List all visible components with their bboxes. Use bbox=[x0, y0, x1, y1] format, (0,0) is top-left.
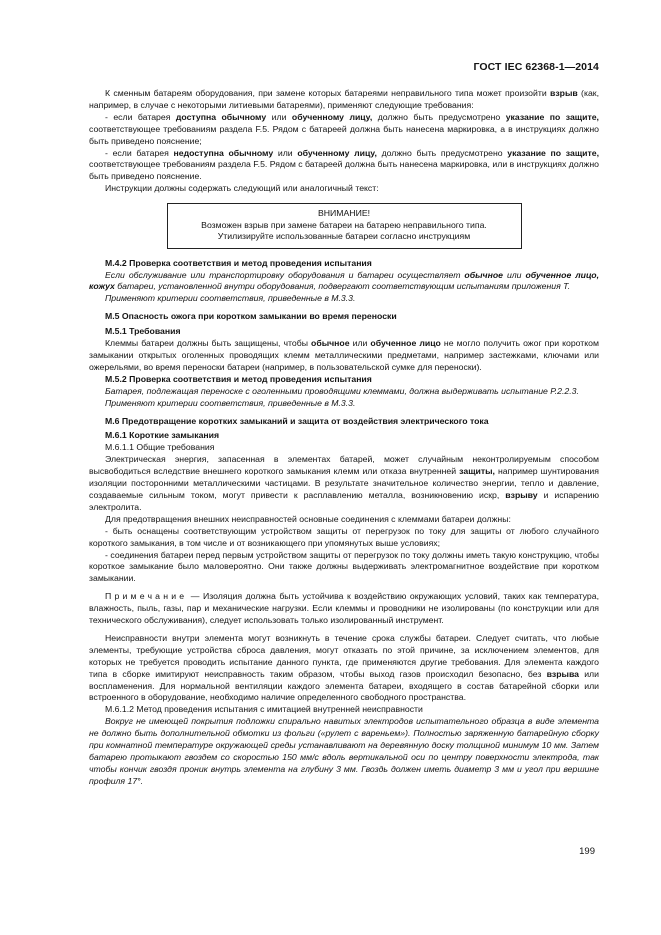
text-run: Электрическая энергия, запасенная в элементах батарей, может случайным неконтролируемым способом высвободиться вследствие внешнего короткого замыкания клемм или отказа внутренней bbox=[89, 454, 599, 477]
text-run: К сменным батареям оборудования, при замене которых батареями неправильного типа может произойти bbox=[105, 88, 550, 98]
subsection-heading: М.5.1 Требования bbox=[105, 326, 181, 337]
subsection-heading: М.6.1.1 Общие требования bbox=[105, 442, 215, 453]
paragraph: Для предотвращения внешних неисправностей основные соединения с клеммами батареи должны: bbox=[105, 513, 511, 524]
bold-term: защиты, bbox=[459, 466, 495, 477]
list-item bbox=[89, 148, 599, 184]
bold-term: указание по защите, bbox=[507, 147, 599, 158]
bold-term: обученному лицу, bbox=[291, 111, 373, 122]
document-header: ГОСТ IEC 62368-1—2014 bbox=[473, 61, 599, 73]
bold-term: доступна обычному bbox=[175, 111, 267, 122]
text-run: соответствующее требованиям раздела F.5. Рядом с батареей должна быть нанесена маркировка, или в инструкциях должно быть приведено пояснение. bbox=[89, 159, 599, 182]
text-run: не могло получить ожог при коротком замыкании открытых оголенных проводящих клемм металлическими предметами, например застежками, ключами или ожерельями, во время переноски батареи (например, в пользовательской сумке для переноски). bbox=[89, 338, 599, 372]
text-run: батареи, установленной внутри оборудования, подвергают соответствующим испытаниям приложения Т. bbox=[114, 281, 571, 292]
note-label: Примечание bbox=[105, 591, 188, 602]
text-run: - если батарея bbox=[105, 111, 176, 122]
paragraph bbox=[89, 454, 599, 514]
text-run: должно быть предусмотрено bbox=[376, 147, 508, 158]
text-run: или bbox=[273, 147, 298, 158]
text-run: например шунтирования изоляции посторонними металлическими частицами. В результате значительное количество энергии, тепло и давление, создаваемые сильным током, могут привести к расплавлению металла, возникновению искр, bbox=[89, 466, 599, 500]
text-run: Если обслуживание или транспортировку оборудования и батареи осуществляет bbox=[105, 269, 465, 280]
page-content bbox=[89, 88, 599, 788]
paragraph bbox=[89, 270, 599, 294]
bold-term: обученное лицо, кожух bbox=[89, 269, 599, 292]
bold-term: взрыв bbox=[550, 88, 578, 98]
paragraph: Вокруг не имеющей покрытия подложки спирально навитых электродов испытательного образца в виде элемента не должно быть дополнительной обмотки из фольги («рулет с вареньем»). Полностью заряженную батарейную сборку при комнатной температуре окружающей среды устанавливают на деревянную доску толщиной минимум 10 мм. Затем батарею протыкают гвоздем со скоростью 150 мм/с вдоль вертикальной оси по центру поверхности электрода, так чтобы кончик гвоздя проник внутрь элемента на глубину 3 мм. Гвоздь должен иметь диаметр 3 мм и угол при вершине профиля 17°. bbox=[89, 716, 599, 786]
warning-line: Утилизируйте использованные батареи согласно инструкциям bbox=[217, 231, 471, 242]
text-run: или bbox=[266, 111, 292, 122]
bold-term: обычное bbox=[311, 338, 350, 349]
text-run: или bbox=[502, 269, 526, 280]
paragraph bbox=[89, 88, 599, 112]
text-run: должно быть предусмотрено bbox=[372, 111, 506, 122]
paragraph bbox=[89, 338, 599, 374]
text-run: - если батарея bbox=[105, 147, 174, 158]
paragraph: Применяют критерии соответствия, приведенные в М.3.3. bbox=[105, 397, 356, 408]
section-heading: М.5 Опасность ожога при коротком замыкании во время переноски bbox=[105, 311, 397, 322]
bold-term: взрыву bbox=[505, 489, 538, 500]
text-run: или bbox=[349, 338, 371, 349]
note-text: — Изоляция должна быть устойчива к воздействию окружающих условий, таких как температура, влажность, пыль, газы, пар и механические нагрузки. Если клеммы и проводники не изолированы (по конструкции или для технического обслуживания), следует использовать только изолированный инструмент. bbox=[89, 591, 599, 626]
warning-box bbox=[167, 203, 522, 249]
text-run: Неисправности внутри элемента могут возникнуть в течение срока службы батареи. Следует считать, что любые элементы, требующие устройства сброса давления, могут отказать по этой причине, за исключением элементов, для которых не требуется проводить испытание данного пункта, где применяются другие требования. Для элемента каждого типа в сборке имитируют неисправность таким образом, чтобы выход газов происходил безопасно, без bbox=[89, 632, 599, 679]
text-run: (как, например, в случае с некоторыми литиевыми батареями), применяют следующие требования: bbox=[89, 88, 599, 110]
text-run: Клеммы батареи должны быть защищены, чтобы bbox=[105, 338, 312, 349]
paragraph bbox=[89, 633, 599, 704]
bold-term: указание по защите, bbox=[505, 111, 599, 122]
subsection-heading: М.6.1 Короткие замыкания bbox=[105, 430, 220, 441]
list-item bbox=[89, 112, 599, 148]
text-run: и испарению электролита. bbox=[89, 489, 599, 512]
text-run: или воспламенения. Для нормальной вентиляции каждого элемента батареи, входящего в состав батарейной сборки или встроенного в оборудование, необходимо наличие определенного свободного пространства. bbox=[89, 668, 599, 703]
paragraph: Инструкции должны содержать следующий или аналогичный текст: bbox=[105, 183, 379, 194]
section-heading: М.6 Предотвращение коротких замыканий и защита от воздействия электрического тока bbox=[105, 415, 489, 426]
note bbox=[89, 591, 599, 627]
section-heading: М.4.2 Проверка соответствия и метод проведения испытания bbox=[105, 257, 372, 268]
bold-term: обученному лицу, bbox=[297, 147, 377, 158]
paragraph: Батарея, подлежащая переноске с оголенными проводящими клеммами, должна выдерживать испытание Р.2.2.3. bbox=[105, 385, 579, 396]
warning-title: ВНИМАНИЕ! bbox=[317, 208, 371, 219]
paragraph: Применяют критерии соответствия, приведенные в М.3.3. bbox=[105, 293, 356, 304]
list-item: - быть оснащены соответствующим устройством защиты от перегрузок по току для защиты от любого случайного короткого замыкания, в том числе и от возникающего при упомянутых выше условиях; bbox=[89, 525, 599, 548]
page-number: 199 bbox=[579, 846, 595, 857]
bold-term: недоступна обычному bbox=[173, 147, 274, 158]
bold-term: обычное bbox=[464, 269, 503, 280]
text-run: соответствующее требованиям раздела F.5. Рядом с батареей должна быть нанесена маркировка, а в инструкциях должно быть приведено пояснение; bbox=[89, 123, 599, 146]
subsection-heading: М.6.1.2 Метод проведения испытания с имитацией внутренней неисправности bbox=[105, 704, 423, 715]
bold-term: взрыва bbox=[546, 668, 580, 679]
bold-term: обученное лицо bbox=[370, 338, 441, 349]
list-item: - соединения батареи перед первым устройством защиты от перегрузок по току должны иметь такую конструкцию, чтобы короткое замыкание было маловероятно. Они также должны выдерживать электромагнитное воздействие при коротком замыкании. bbox=[89, 549, 599, 584]
warning-line: Возможен взрыв при замене батареи на батарею неправильного типа. bbox=[201, 219, 487, 230]
subsection-heading: М.5.2 Проверка соответствия и метод проведения испытания bbox=[105, 373, 372, 384]
